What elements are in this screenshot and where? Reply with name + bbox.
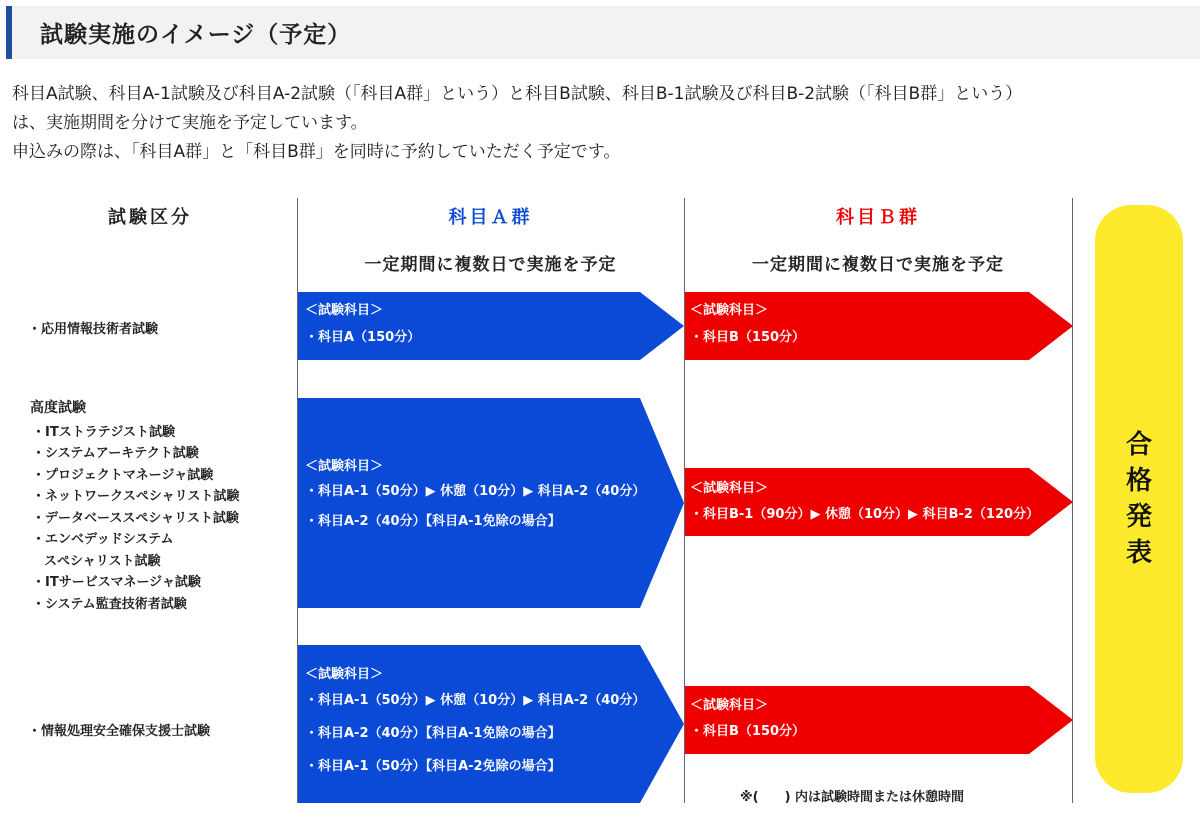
group-b-period-note: 一定期間に複数日で実施を予定	[752, 255, 1004, 275]
list-item: ・データベーススペシャリスト試験	[32, 510, 239, 526]
column-header-group-b: 科目Ｂ群	[836, 207, 920, 228]
arrow-line: ・科目A-2（40分）【科目A-1免除の場合】	[305, 514, 561, 529]
pill-char: 発	[1125, 502, 1152, 532]
list-item: ・プロジェクトマネージャ試験	[32, 467, 214, 483]
list-item: ・システムアーキテクト試験	[32, 446, 199, 461]
arrow-title: ＜試験科目＞	[690, 481, 769, 496]
arrow-line: ・科目B（150分）	[690, 724, 806, 739]
exam-label-applied: ・応用情報技術者試験	[28, 322, 159, 337]
arrow-line: ・科目B（150分）	[690, 330, 806, 345]
list-item: ・エンベデッドシステム	[32, 532, 174, 547]
column-header-group-a: 科目Ａ群	[448, 207, 533, 228]
intro-line-3: 申込みの際は、「科目A群」と「科目B群」を同時に予約していただく予定です。	[12, 142, 621, 162]
list-item: ・システム監査技術者試験	[32, 596, 187, 612]
list-item: ・ネットワークスペシャリスト試験	[32, 489, 240, 504]
arrow-title: ＜試験科目＞	[305, 667, 384, 682]
arrow-line: ・科目A-1（50分）▶ 休憩（10分）▶ 科目A-2（40分）	[305, 484, 646, 499]
group-b-arrow-advanced	[685, 468, 1073, 536]
list-item: スペシャリスト試験	[44, 553, 161, 569]
exam-label-security: ・情報処理安全確保支援士試験	[28, 724, 211, 739]
arrow-title: ＜試験科目＞	[690, 698, 769, 713]
arrow-line: ・科目A-2（40分）【科目A-1免除の場合】	[305, 726, 561, 741]
pass-announcement-pill	[1095, 205, 1183, 793]
column-header-exam: 試験区分	[108, 207, 192, 228]
group-a-arrow-advanced	[298, 398, 684, 608]
arrow-line: ・科目A（150分）	[305, 330, 421, 345]
list-item: ・ITサービスマネージャ試験	[32, 575, 201, 590]
arrow-line: ・科目B-1（90分）▶ 休憩（10分）▶ 科目B-2（120分）	[690, 507, 1040, 522]
arrow-title: ＜試験科目＞	[690, 303, 769, 318]
arrow-title: ＜試験科目＞	[305, 459, 384, 474]
arrow-line: ・科目A-1（50分）【科目A-2免除の場合】	[305, 759, 561, 774]
intro-line-1: 科目A試験、科目A-1試験及び科目A-2試験（「科目A群」という）と科目B試験、科目B-1試験及び科目B-2試験（「科目B群」という）	[12, 84, 1023, 104]
separator-line	[297, 198, 298, 803]
pill-char: 表	[1125, 538, 1152, 568]
pill-char: 格	[1125, 466, 1152, 496]
separator-line	[1072, 198, 1073, 803]
list-item: ・ITストラテジスト試験	[32, 424, 176, 440]
pill-char: 合	[1125, 430, 1152, 460]
advanced-exam-list	[30, 398, 239, 615]
arrow-title: ＜試験科目＞	[305, 303, 384, 318]
advanced-exam-title: 高度試験	[30, 400, 86, 416]
arrow-line: ・科目A-1（50分）▶ 休憩（10分）▶ 科目A-2（40分）	[305, 693, 646, 708]
group-b-arrow-security	[685, 686, 1073, 754]
group-a-period-note: 一定期間に複数日で実施を予定	[364, 255, 617, 275]
section-heading: 試験実施のイメージ（予定）	[6, 6, 1200, 59]
separator-line	[684, 198, 685, 803]
time-note: ※( ) 内は試験時間または休憩時間	[740, 790, 965, 805]
intro-line-2: は、実施期間を分けて実施を予定しています。	[12, 113, 368, 133]
